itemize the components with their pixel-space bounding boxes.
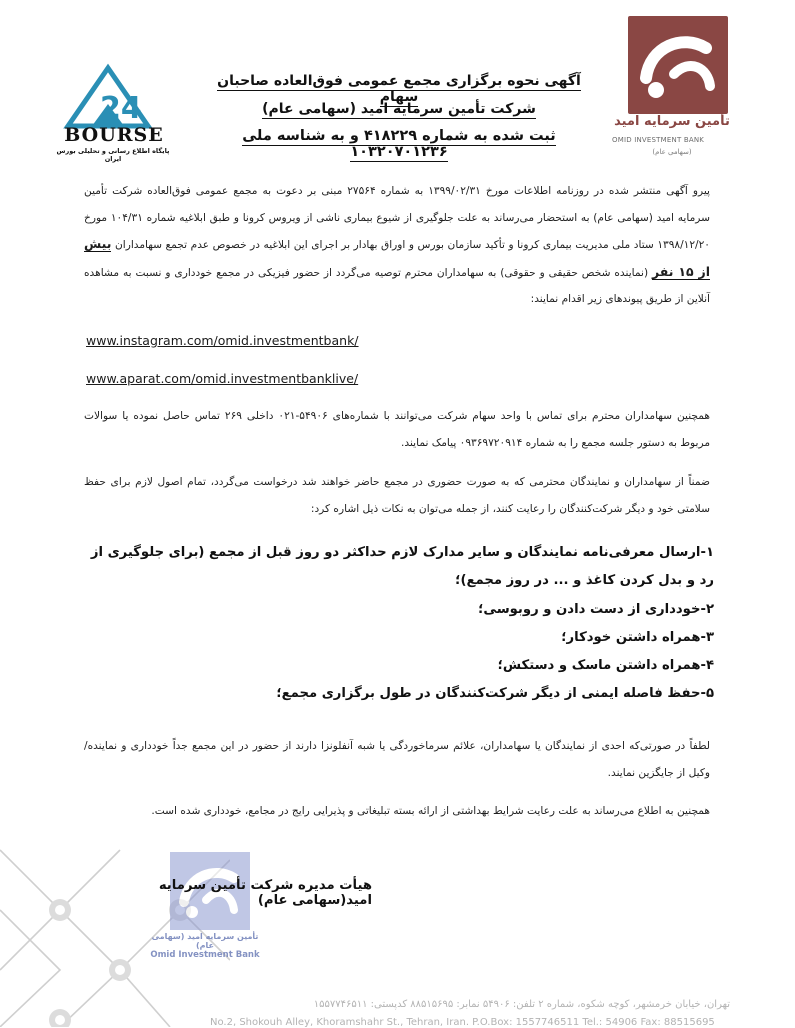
stamp-english: Omid Investment Bank — [150, 950, 260, 960]
list-item: ۱-ارسال معرفی‌نامه نمایندگان و سایر مدارک لازم حداکثر دو روز قبل از مجمع (برای جلوگیری از رد و بدل کردن کاغذ و ... در روز مجمع)؛ — [90, 545, 714, 588]
footer-address-english: No.2, Shokouh Alley, Khoramshahr St., Tehran, Iran. P.O.Box: 1557746511 Tel.: 54906 Fax: 88515695 — [210, 1017, 715, 1028]
board-signature: هیأت مدیره شرکت تأمین سرمایه امید(سهامی عام) — [158, 878, 372, 908]
intro-text-post: (نماینده شخص حقیقی و حقوقی) به سهامداران محترم توصیه می‌گردد از حضور فیزیکی در مجمع خودداری و نسبت به مشاهده آنلاین از طریق پیوندهای زیر اقدام نمایند: — [84, 266, 710, 305]
omid-logo-subtitle: (سهامی عام) — [652, 148, 692, 156]
list-item: ۵-حفظ فاصله ایمنی از دیگر شرکت‌کنندگان در طول برگزاری مجمع؛ — [276, 686, 714, 701]
title-line-3-text: ثبت شده به شماره ۴۱۸۲۲۹ و به شناسه ملی ۱۰۳۲۰۷۰۱۲۳۶ — [242, 128, 556, 160]
title-line-1-text: آگهی نحوه برگزاری مجمع عمومی فوق‌العاده صاحبان سهام — [217, 73, 581, 105]
bourse-logo-word: BOURSE — [64, 124, 164, 146]
closing-paragraph: لطفاً در صورتی‌که احدی از نمایندگان یا سهامداران، علائم سرماخوردگی یا شبه آنفلونزا دارند از حضور در این مجمع جداً خودداری و نماینده/وکیل از جایگزین نمایند. — [84, 740, 710, 779]
list-item: ۴-همراه داشتن ماسک و دستکش؛ — [497, 658, 714, 673]
list-item: ۲-خودداری از دست دادن و روبوسی؛ — [478, 602, 714, 617]
title-line-3 — [200, 128, 598, 160]
title-line-2-text: شرکت تأمین سرمایه امید (سهامی عام) — [262, 101, 536, 117]
omid-logo-icon — [628, 16, 728, 114]
footer-address-persian: تهران، خیابان خرمشهر، کوچه شکوه، شماره ۲ تلفن: ۵۴۹۰۶ نمابر: ۸۸۵۱۵۶۹۵ کدپستی: ۱۵۵۷۷۴۶۵۱۱ — [313, 999, 730, 1010]
intro-paragraph — [84, 178, 710, 313]
intro-text-pre: پیرو آگهی منتشر شده در روزنامه اطلاعات مورخ ۱۳۹۹/۰۲/۳۱ به شماره ۲۷۵۶۴ مبنی بر دعوت به مجمع عمومی فوق‌العاده شرکت تأمین سرمایه امید (سهامی عام) به استحضار می‌رساند به علت جلوگیری از شیوع بیماری ناشی از ویروس کرونا و طبق ابلاغیه شماره ۱۰۴/۳۱ مورخ ۱۳۹۸/۱۲/۲۰ ستاد ملی مدیریت بیماری کرونا و تأکید سازمان بورس و اوراق بهادار بر اجرای این ابلاغیه در خصوص عدم تجمع سهامداران — [84, 185, 710, 251]
omid-logo-name: تأمین سرمایه امید — [614, 114, 730, 129]
aparat-link[interactable]: www.aparat.com/omid.investmentbanklive/ — [86, 371, 359, 386]
svg-text:24: 24 — [100, 91, 142, 126]
list-item: ۳-همراه داشتن خودکار؛ — [561, 630, 714, 645]
bourse-logo-tagline: پایگاه اطلاع رسانی و تحلیلی بورس ایران — [56, 147, 170, 163]
contact-paragraph: همچنین سهامداران محترم برای تماس با واحد سهام شرکت می‌توانند با شماره‌های ۵۴۹۰۶-۰۲۱ داخلی ۲۶۹ تماس حاصل نموده یا سوالات مربوط به دستور جلسه مجمع را به شماره ۰۹۳۶۹۷۲۰۹۱۴ پیامک نمایند. — [84, 410, 710, 449]
omid-logo-english: OMID INVESTMENT BANK — [612, 136, 705, 144]
notice-paragraph: همچنین به اطلاع می‌رساند به علت رعایت شرایط بهداشتی از ارائه بسته تبلیغاتی و پذیرایی رایج در مجامع، خودداری شده است. — [151, 805, 710, 817]
hygiene-paragraph: ضمناً از سهامداران و نمایندگان محترمی که به صورت حضوری در مجمع حاضر خواهند شد درخواست می‌گردد، تمام اصول لازم برای حفظ سلامتی خود و دیگر شرکت‌کنندگان را رعایت کنند، از جمله می‌توان به نکات ذیل اشاره کرد: — [84, 476, 710, 515]
title-line-2 — [200, 101, 598, 117]
stamp-name: تأمین سرمایه امید (سهامی عام) — [151, 932, 259, 950]
intro-text-bold: بیش از ۱۵ نفر — [84, 236, 710, 279]
instagram-link[interactable]: www.instagram.com/omid.investmentbank/ — [86, 333, 359, 348]
